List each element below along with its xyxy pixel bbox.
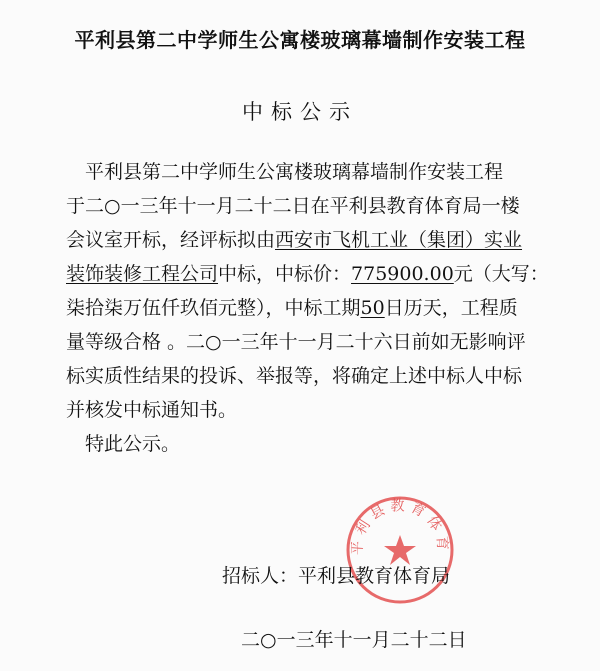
- document-title: 平利县第二中学师生公寓楼玻璃幕墙制作安装工程: [74, 28, 526, 52]
- body-line-5-text: 柒拾柒万伍仟玖佰元整），中标工期: [66, 297, 361, 319]
- document-subtitle: 中标公示: [242, 100, 358, 124]
- body-line-5-tail: 日历天，工程质: [384, 297, 518, 319]
- construction-period: 50: [360, 297, 385, 319]
- body-line-1: 平利县第二中学师生公寓楼玻璃幕墙制作安装工程: [85, 161, 504, 183]
- body-line-4-text: 中标，中标价：: [218, 263, 352, 285]
- body-line-6: 量等级合格 。二○一三年十一月二十六日前如无影响评: [66, 331, 526, 353]
- issue-date: 二○一三年十一月二十二日: [241, 629, 467, 651]
- body-line-3: [66, 226, 522, 254]
- body-line-5: [66, 294, 518, 322]
- official-seal: [345, 495, 455, 605]
- seal-text: 平利县教育体育: [349, 498, 451, 556]
- bid-price: 775900.00: [351, 263, 454, 285]
- winning-bidder-part1: 西安市飞机工业（集团）实业: [275, 229, 523, 251]
- closing-line: 特此公示。: [85, 433, 181, 455]
- body-line-4-tail: 元（大写：: [453, 263, 549, 285]
- body-line-7: 标实质性结果的投诉、举报等，将确定上述中标人中标: [66, 365, 523, 387]
- body-line-2: 于二○一三年十一月二十二日在平利县教育体育局一楼: [66, 195, 520, 217]
- body-line-4: [66, 260, 549, 288]
- body-line-3-text: 会议室开标，经评标拟由: [66, 229, 276, 251]
- body-line-8: 并核发中标通知书。: [66, 399, 238, 421]
- winning-bidder-part2: 装饰装修工程公司: [66, 263, 219, 285]
- tender-issuer: 招标人：平利县教育体育局: [222, 565, 451, 587]
